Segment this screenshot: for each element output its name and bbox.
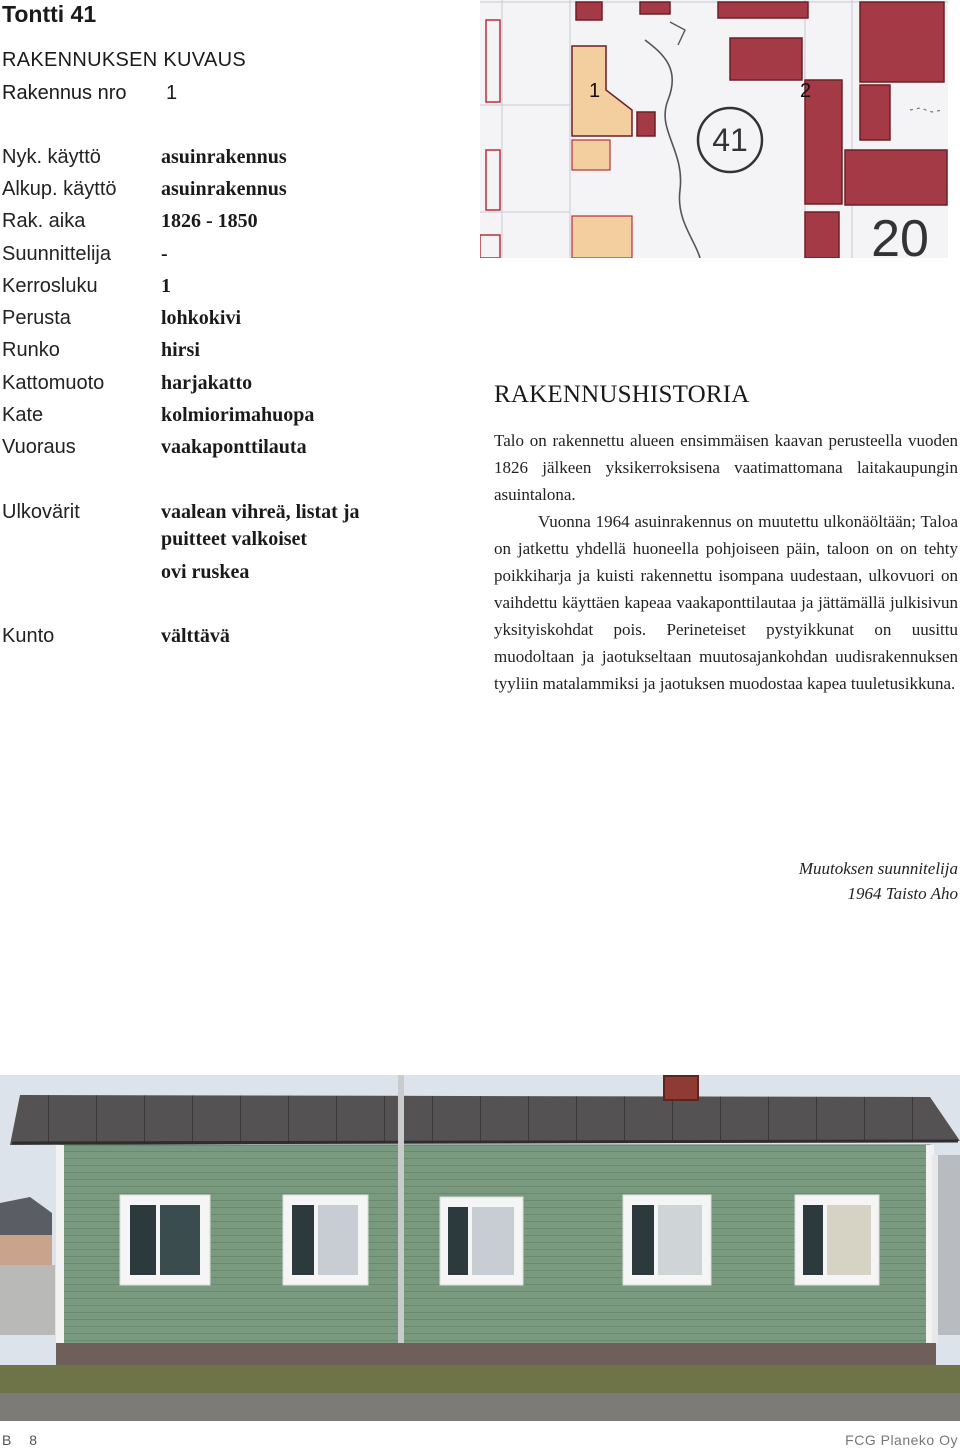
change-designer-credit [799, 856, 958, 906]
property-value-exterior-colors: vaalean vihreä, listat ja [161, 501, 360, 523]
designer-caption: Muutoksen suunnitelija [798, 859, 958, 878]
property-value-cladding: vaakaponttilauta [161, 436, 307, 458]
site-map [480, 0, 948, 258]
building-number-label: Rakennus nro [2, 82, 127, 104]
building-number-row [2, 80, 178, 106]
property-label-designer: Suunnittelija [2, 243, 111, 265]
property-label-roofing: Kate [2, 404, 44, 426]
property-value-frame: hirsi [161, 339, 200, 361]
map-building-label-1: 1 [589, 80, 601, 102]
property-value-exterior-colors-3: ovi ruskea [161, 561, 250, 583]
history-paragraph-1: Talo on rakennettu alueen ensimmäisen kaavan perusteella vuoden 1826 jälkeen yksikerroksisena vaatimattomana laitakaupungin asuintalona. [494, 431, 958, 504]
building-photo [0, 1075, 960, 1421]
property-label-roof-shape: Kattomuoto [2, 372, 105, 394]
property-value-roofing: kolmiorimahuopa [161, 404, 315, 426]
lot-number-label: 41 [712, 122, 748, 158]
property-label-exterior-colors: Ulkovärit [2, 501, 80, 523]
property-value-foundation: lohkokivi [161, 307, 242, 329]
property-label-condition: Kunto [2, 625, 55, 647]
neighbour-lot-label: 20 [871, 210, 929, 258]
map-building-label-2: 2 [800, 80, 812, 102]
footer-page-ref [2, 1432, 51, 1448]
property-value-original-use: asuinrakennus [161, 178, 287, 200]
property-label-cladding: Vuoraus [2, 436, 76, 458]
property-value-designer: - [161, 243, 168, 265]
property-label-build-period: Rak. aika [2, 210, 86, 232]
page-title: Tontti 41 [2, 1, 97, 27]
history-text [494, 427, 958, 697]
footer-page-number: 8 [29, 1432, 38, 1448]
section-heading: RAKENNUKSEN KUVAUS [2, 49, 246, 71]
property-label-foundation: Perusta [2, 307, 71, 329]
property-label-floors: Kerrosluku [2, 275, 98, 297]
history-heading: RAKENNUSHISTORIA [494, 381, 750, 408]
building-number-value: 1 [166, 82, 178, 104]
property-value-floors: 1 [161, 275, 171, 297]
property-value-exterior-colors-2: puitteet valkoiset [161, 528, 308, 550]
property-value-current-use: asuinrakennus [161, 146, 287, 168]
footer-section: B [2, 1432, 12, 1448]
property-label-current-use: Nyk. käyttö [2, 146, 101, 168]
property-value-build-period: 1826 - 1850 [161, 210, 258, 232]
designer-name-year: 1964 Taisto Aho [847, 884, 958, 903]
property-value-condition: välttävä [161, 625, 230, 647]
property-label-frame: Runko [2, 339, 60, 361]
property-value-roof-shape: harjakatto [161, 372, 253, 394]
history-paragraph-2: Vuonna 1964 asuinrakennus on muutettu ulkonäöltään; Taloa on jatkettu yhdellä huoneella pohjoiseen päin, taloon on on tehty poikkiharja ja kuisti rakennettu isompana uudestaan, ulkovuori on vaihdettu käyttäen kapeaa vaakaponttilautaa ja jättämällä julkisivun yksityiskohdat pois. Perineteiset pystyikkunat on uusittu muodoltaan ja jaotukseltaan muutosajankohdan uudisrakennuksen tyyliin matalammiksi ja jaotuksen muodostaa kapea tuuletusikkuna. [494, 512, 958, 693]
property-label-original-use: Alkup. käyttö [2, 178, 117, 200]
footer-company: FCG Planeko Oy [845, 1432, 958, 1448]
